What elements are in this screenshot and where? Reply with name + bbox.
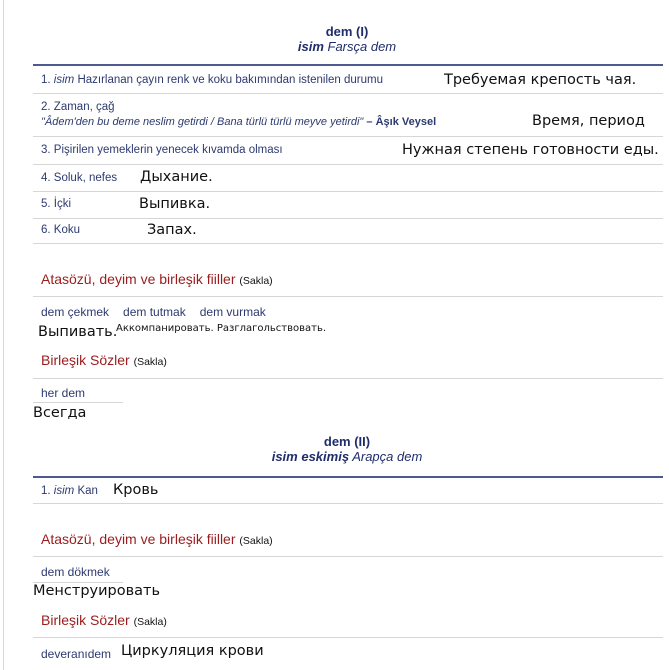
entry2-subtitle — [30, 449, 664, 464]
entry2-pos: isim eskimiş — [271, 449, 350, 464]
idioms-translation-more: Аккомпанировать. Разглагольствовать. — [116, 323, 327, 334]
section-divider — [33, 296, 663, 297]
sense-text: 2. Zaman, çağ — [41, 101, 115, 113]
compounds-list — [41, 647, 125, 661]
idioms-translation: Выпивать. — [38, 324, 118, 340]
idioms-section-title: Atasözü, deyim ve birleşik fiiller (Sakla) — [41, 271, 273, 287]
sense-text: 3. Pişirilen yemeklerin yenecek kıvamda olması — [41, 144, 283, 156]
entry1-origin: Farsça dem — [327, 39, 397, 54]
entry1-heading — [30, 24, 664, 54]
section-divider — [33, 637, 663, 638]
sense-row — [33, 66, 663, 94]
sense-row — [33, 94, 663, 137]
sense-text: 1. isim Hazırlanan çayın renk ve koku bakımından istenilen durumu — [41, 74, 384, 86]
idiom-link[interactable]: dem dökmek — [41, 565, 110, 579]
compounds-list — [41, 386, 99, 400]
compound-link[interactable]: deveranıdem — [41, 647, 112, 661]
sense-text: 4. Soluk, nefes — [41, 172, 118, 184]
left-border — [3, 0, 4, 670]
compound-link[interactable]: her dem — [41, 386, 86, 400]
sense-row — [33, 137, 663, 165]
idiom-link[interactable]: dem tutmak — [123, 305, 186, 319]
entry1-subtitle — [30, 39, 664, 54]
sense-text: 1. isim Kan — [41, 485, 98, 497]
compounds-section-title: Birleşik Sözler (Sakla) — [41, 352, 167, 368]
sense-row — [33, 165, 663, 192]
idioms-translation: Менструировать — [33, 583, 161, 599]
entry1-pos: isim — [297, 39, 324, 54]
idiom-link[interactable]: dem vurmak — [199, 305, 266, 319]
hide-toggle[interactable]: (Sakla) — [133, 356, 167, 368]
sense-row — [33, 219, 663, 244]
sense-row — [33, 478, 663, 504]
short-divider — [33, 402, 123, 403]
entry2-heading — [30, 434, 664, 464]
compounds-translation: Циркуляция крови — [121, 643, 264, 659]
entry1-word: dem (I) — [325, 24, 369, 39]
sense-translation: Нужная степень готовности еды. — [402, 142, 659, 158]
section-divider — [33, 556, 663, 557]
idioms-list — [41, 305, 280, 319]
compounds-section-title: Birleşik Sözler (Sakla) — [41, 612, 167, 628]
sense-translation: Кровь — [113, 482, 159, 498]
sense-quote: "Âdem'den bu deme neslim getirdi / Bana türlü türlü meyve yetirdi" – Âşık Veysel — [41, 116, 437, 128]
idiom-link[interactable]: dem çekmek — [41, 305, 110, 319]
sense-translation: Требуемая крепость чая. — [444, 72, 637, 88]
sense-translation: Время, период — [532, 113, 645, 129]
entry2-origin: Arapça dem — [352, 449, 423, 464]
section-divider — [33, 378, 663, 379]
entry2-word: dem (II) — [323, 434, 371, 449]
sense-row — [33, 192, 663, 219]
sense-text: 6. Koku — [41, 224, 81, 236]
sense-text: 5. İçki — [41, 198, 72, 210]
compounds-translation: Всегда — [33, 405, 87, 421]
idioms-list — [41, 565, 124, 579]
sense-translation: Выпивка. — [139, 196, 211, 212]
hide-toggle[interactable]: (Sakla) — [133, 616, 167, 628]
idioms-section-title: Atasözü, deyim ve birleşik fiiller (Sakla) — [41, 531, 273, 547]
hide-toggle[interactable]: (Sakla) — [239, 275, 273, 287]
sense-translation: Запах. — [147, 222, 197, 238]
hide-toggle[interactable]: (Sakla) — [239, 535, 273, 547]
sense-translation: Дыхание. — [140, 169, 213, 185]
